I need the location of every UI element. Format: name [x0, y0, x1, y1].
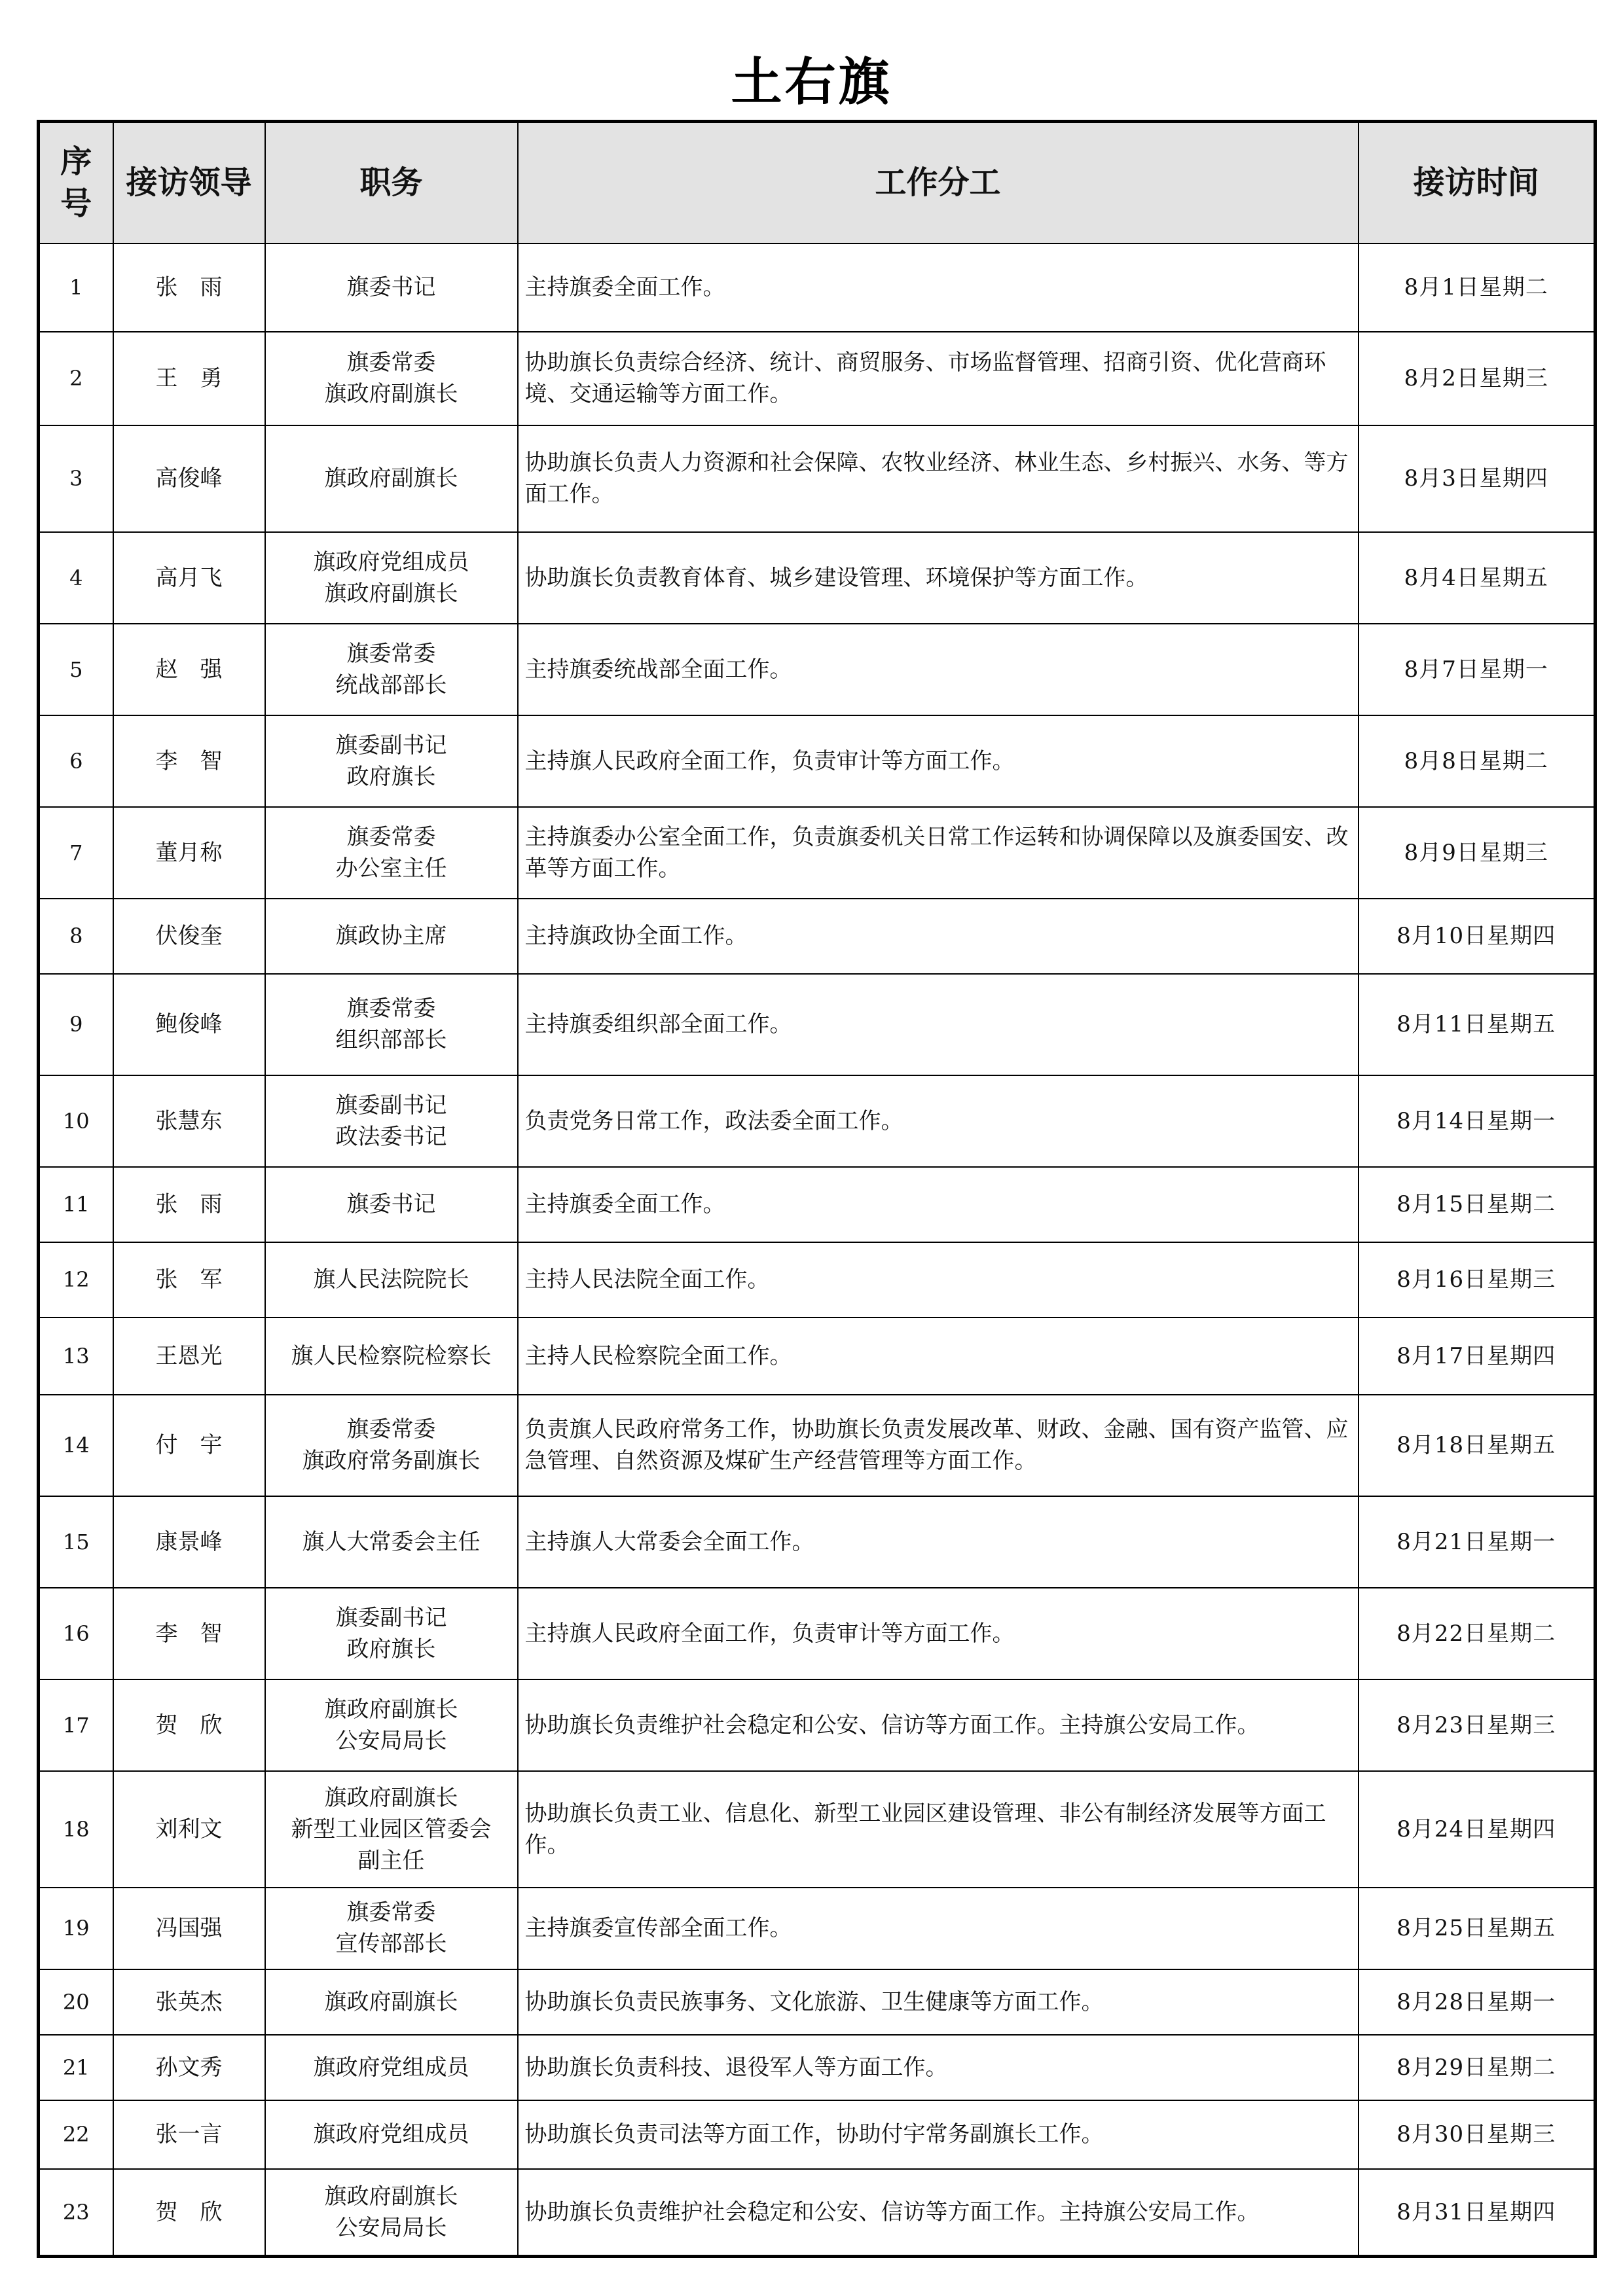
header-row — [39, 122, 1596, 243]
row-duty: 主持旗人大常委会全面工作。 — [518, 1496, 1359, 1588]
row-leader: 冯国强 — [113, 1888, 265, 1969]
row-leader: 刘利文 — [113, 1771, 265, 1888]
row-seq: 9 — [39, 974, 113, 1075]
row-seq: 4 — [39, 532, 113, 624]
row-time: 8月17日星期四 — [1359, 1318, 1596, 1395]
row-time: 8月10日星期四 — [1359, 899, 1596, 974]
row-leader: 贺 欣 — [113, 2169, 265, 2257]
row-leader: 付 宇 — [113, 1395, 265, 1496]
row-time: 8月15日星期二 — [1359, 1167, 1596, 1242]
header-time: 接访时间 — [1359, 122, 1596, 243]
row-leader: 张 雨 — [113, 1167, 265, 1242]
row-duty: 主持人民法院全面工作。 — [518, 1242, 1359, 1318]
row-duty: 主持人民检察院全面工作。 — [518, 1318, 1359, 1395]
row-time: 8月24日星期四 — [1359, 1771, 1596, 1888]
row-seq: 13 — [39, 1318, 113, 1395]
row-time: 8月31日星期四 — [1359, 2169, 1596, 2257]
row-duty: 负责旗人民政府常务工作，协助旗长负责发展改革、财政、金融、国有资产监管、应急管理、自然资源及煤矿生产经营管理等方面工作。 — [518, 1395, 1359, 1496]
row-position: 旗政府副旗长 — [265, 425, 518, 532]
row-seq: 17 — [39, 1679, 113, 1771]
row-position: 旗政府副旗长 公安局局长 — [265, 2169, 518, 2257]
table-row — [39, 1496, 1596, 1588]
row-seq: 14 — [39, 1395, 113, 1496]
row-position: 旗委常委 办公室主任 — [265, 807, 518, 899]
row-seq: 3 — [39, 425, 113, 532]
row-position: 旗委副书记 政法委书记 — [265, 1075, 518, 1167]
table-row — [39, 532, 1596, 624]
table-row — [39, 1588, 1596, 1679]
table-row — [39, 425, 1596, 532]
row-leader: 高俊峰 — [113, 425, 265, 532]
row-duty: 协助旗长负责人力资源和社会保障、农牧业经济、林业生态、乡村振兴、水务、等方面工作。 — [518, 425, 1359, 532]
table-row — [39, 807, 1596, 899]
row-time: 8月14日星期一 — [1359, 1075, 1596, 1167]
row-position: 旗政府党组成员 旗政府副旗长 — [265, 532, 518, 624]
row-position: 旗委常委 宣传部部长 — [265, 1888, 518, 1969]
row-leader: 孙文秀 — [113, 2035, 265, 2100]
table-row — [39, 243, 1596, 332]
row-duty: 协助旗长负责维护社会稳定和公安、信访等方面工作。主持旗公安局工作。 — [518, 1679, 1359, 1771]
row-position: 旗人民检察院检察长 — [265, 1318, 518, 1395]
row-time: 8月30日星期三 — [1359, 2100, 1596, 2169]
table-row — [39, 1167, 1596, 1242]
row-duty: 协助旗长负责科技、退役军人等方面工作。 — [518, 2035, 1359, 2100]
row-leader: 李 智 — [113, 715, 265, 807]
row-position: 旗委副书记 政府旗长 — [265, 715, 518, 807]
header-position: 职务 — [265, 122, 518, 243]
table-row — [39, 2169, 1596, 2257]
row-duty: 主持旗委宣传部全面工作。 — [518, 1888, 1359, 1969]
row-time: 8月2日星期三 — [1359, 332, 1596, 425]
row-seq: 11 — [39, 1167, 113, 1242]
row-time: 8月25日星期五 — [1359, 1888, 1596, 1969]
header-leader: 接访领导 — [113, 122, 265, 243]
row-time: 8月21日星期一 — [1359, 1496, 1596, 1588]
table-row — [39, 1771, 1596, 1888]
row-time: 8月11日星期五 — [1359, 974, 1596, 1075]
row-leader: 贺 欣 — [113, 1679, 265, 1771]
table-row — [39, 715, 1596, 807]
table-row — [39, 1888, 1596, 1969]
row-leader: 董月称 — [113, 807, 265, 899]
row-time: 8月4日星期五 — [1359, 532, 1596, 624]
row-position: 旗委常委 旗政府常务副旗长 — [265, 1395, 518, 1496]
table-row — [39, 974, 1596, 1075]
row-time: 8月22日星期二 — [1359, 1588, 1596, 1679]
row-time: 8月16日星期三 — [1359, 1242, 1596, 1318]
row-seq: 20 — [39, 1969, 113, 2035]
row-duty: 主持旗政协全面工作。 — [518, 899, 1359, 974]
row-position: 旗政府副旗长 公安局局长 — [265, 1679, 518, 1771]
row-seq: 1 — [39, 243, 113, 332]
row-leader: 康景峰 — [113, 1496, 265, 1588]
table-row — [39, 2100, 1596, 2169]
row-position: 旗政府党组成员 — [265, 2100, 518, 2169]
row-leader: 王 勇 — [113, 332, 265, 425]
row-seq: 15 — [39, 1496, 113, 1588]
reception-schedule-table — [37, 120, 1597, 2258]
table-row — [39, 1075, 1596, 1167]
table-body — [39, 243, 1596, 2257]
row-time: 8月3日星期四 — [1359, 425, 1596, 532]
row-duty: 协助旗长负责司法等方面工作，协助付宇常务副旗长工作。 — [518, 2100, 1359, 2169]
header-duty: 工作分工 — [518, 122, 1359, 243]
row-seq: 22 — [39, 2100, 113, 2169]
row-duty: 主持旗委全面工作。 — [518, 243, 1359, 332]
row-seq: 6 — [39, 715, 113, 807]
row-seq: 7 — [39, 807, 113, 899]
row-duty: 协助旗长负责维护社会稳定和公安、信访等方面工作。主持旗公安局工作。 — [518, 2169, 1359, 2257]
row-leader: 伏俊奎 — [113, 899, 265, 974]
row-position: 旗委副书记 政府旗长 — [265, 1588, 518, 1679]
table-row — [39, 332, 1596, 425]
page-title: 土右旗 — [731, 53, 892, 112]
row-position: 旗委书记 — [265, 243, 518, 332]
row-seq: 5 — [39, 624, 113, 715]
table-row — [39, 1395, 1596, 1496]
row-leader: 张慧东 — [113, 1075, 265, 1167]
row-leader: 张 军 — [113, 1242, 265, 1318]
row-seq: 21 — [39, 2035, 113, 2100]
row-leader: 张英杰 — [113, 1969, 265, 2035]
table-row — [39, 624, 1596, 715]
row-leader: 王恩光 — [113, 1318, 265, 1395]
row-time: 8月1日星期二 — [1359, 243, 1596, 332]
row-duty: 主持旗人民政府全面工作，负责审计等方面工作。 — [518, 1588, 1359, 1679]
row-duty: 主持旗委组织部全面工作。 — [518, 974, 1359, 1075]
row-duty: 主持旗委办公室全面工作，负责旗委机关日常工作运转和协调保障以及旗委国安、改革等方面工作。 — [518, 807, 1359, 899]
row-position: 旗委常委 统战部部长 — [265, 624, 518, 715]
row-position: 旗政府副旗长 新型工业园区管委会 副主任 — [265, 1771, 518, 1888]
row-position: 旗委常委 组织部部长 — [265, 974, 518, 1075]
row-time: 8月8日星期二 — [1359, 715, 1596, 807]
row-time: 8月29日星期二 — [1359, 2035, 1596, 2100]
row-seq: 12 — [39, 1242, 113, 1318]
row-seq: 23 — [39, 2169, 113, 2257]
table-row — [39, 2035, 1596, 2100]
row-leader: 李 智 — [113, 1588, 265, 1679]
table-row — [39, 899, 1596, 974]
row-duty: 主持旗委统战部全面工作。 — [518, 624, 1359, 715]
row-seq: 10 — [39, 1075, 113, 1167]
row-position: 旗政协主席 — [265, 899, 518, 974]
row-duty: 协助旗长负责民族事务、文化旅游、卫生健康等方面工作。 — [518, 1969, 1359, 2035]
row-duty: 负责党务日常工作，政法委全面工作。 — [518, 1075, 1359, 1167]
header-seq: 序 号 — [39, 122, 113, 243]
row-seq: 19 — [39, 1888, 113, 1969]
row-position: 旗人民法院院长 — [265, 1242, 518, 1318]
row-leader: 鲍俊峰 — [113, 974, 265, 1075]
row-leader: 赵 强 — [113, 624, 265, 715]
table-row — [39, 1318, 1596, 1395]
row-position: 旗人大常委会主任 — [265, 1496, 518, 1588]
row-position: 旗委常委 旗政府副旗长 — [265, 332, 518, 425]
row-duty: 协助旗长负责教育体育、城乡建设管理、环境保护等方面工作。 — [518, 532, 1359, 624]
table-row — [39, 1969, 1596, 2035]
table-row — [39, 1242, 1596, 1318]
row-time: 8月9日星期三 — [1359, 807, 1596, 899]
row-seq: 18 — [39, 1771, 113, 1888]
row-position: 旗政府党组成员 — [265, 2035, 518, 2100]
row-seq: 2 — [39, 332, 113, 425]
row-position: 旗委书记 — [265, 1167, 518, 1242]
row-seq: 8 — [39, 899, 113, 974]
row-leader: 张一言 — [113, 2100, 265, 2169]
row-time: 8月18日星期五 — [1359, 1395, 1596, 1496]
table-row — [39, 1679, 1596, 1771]
row-leader: 高月飞 — [113, 532, 265, 624]
row-seq: 16 — [39, 1588, 113, 1679]
row-duty: 主持旗人民政府全面工作，负责审计等方面工作。 — [518, 715, 1359, 807]
row-duty: 协助旗长负责综合经济、统计、商贸服务、市场监督管理、招商引资、优化营商环境、交通运输等方面工作。 — [518, 332, 1359, 425]
row-duty: 主持旗委全面工作。 — [518, 1167, 1359, 1242]
row-time: 8月23日星期三 — [1359, 1679, 1596, 1771]
row-leader: 张 雨 — [113, 243, 265, 332]
row-time: 8月7日星期一 — [1359, 624, 1596, 715]
row-position: 旗政府副旗长 — [265, 1969, 518, 2035]
row-time: 8月28日星期一 — [1359, 1969, 1596, 2035]
row-duty: 协助旗长负责工业、信息化、新型工业园区建设管理、非公有制经济发展等方面工作。 — [518, 1771, 1359, 1888]
